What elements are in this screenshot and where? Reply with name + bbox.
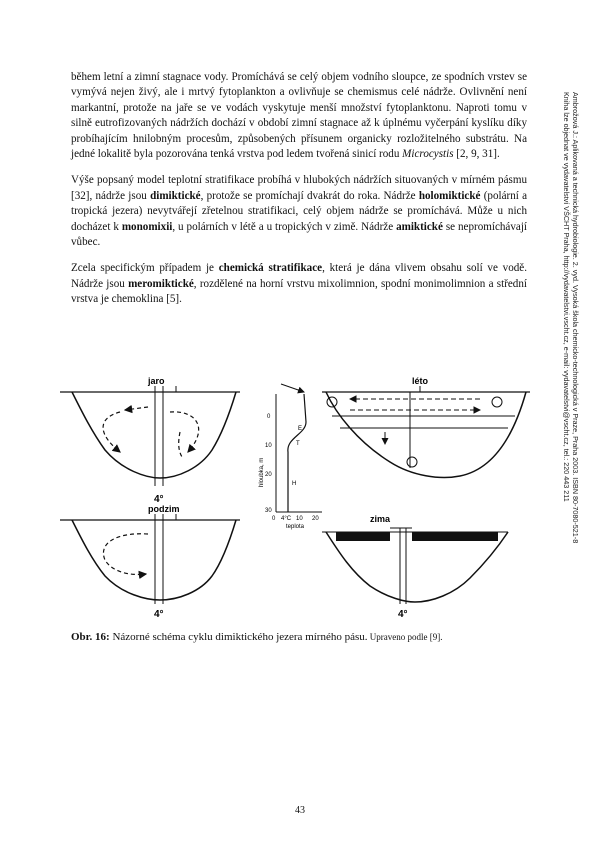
basin-outline — [326, 532, 508, 602]
basin-outline — [326, 392, 526, 477]
temperature-profile-inset — [259, 384, 322, 530]
bold-term: chemická stratifikace — [218, 262, 323, 275]
side-credit-line: Kniha lze objednat ve vydavatelství VŠCHT Praha, http://vydavatelstvi.vscht.cz, e-mail: vydavatelstvi@vscht.cz, tel.: 220 443 211 — [562, 92, 571, 502]
text-run: Zcela specifickým případem je — [71, 262, 219, 275]
figure-drawing — [60, 372, 540, 620]
layer-hypolimnion: H — [292, 481, 297, 487]
text-run: , rozdělené na horní vrstvu mixolimnion, spodní monimolimnion a střední vrstva je chemoklina [5]. — [71, 277, 527, 306]
side-credit — [562, 92, 580, 543]
paragraph — [71, 173, 527, 250]
inset-x-tick: 0 — [272, 516, 276, 522]
temperature-label: 4° — [154, 494, 164, 505]
inset-y-tick: 10 — [265, 443, 272, 449]
text-run: [2, 9, 31]. — [453, 148, 500, 161]
panel-summer — [322, 376, 530, 477]
text-run: , protože se promíchají dvakrát do roka. Nádrže — [200, 189, 419, 202]
basin-outline — [72, 520, 236, 600]
ice-layer — [412, 532, 498, 541]
figure-caption — [71, 630, 541, 644]
bold-term: holomiktické — [418, 189, 481, 202]
paragraph — [71, 261, 527, 307]
basin-outline — [72, 392, 236, 478]
paragraph — [71, 70, 527, 162]
inset-x-tick: 4°C — [281, 516, 292, 522]
caption-text: Názorné schéma cyklu dimiktického jezera mírného pásu. — [109, 631, 368, 643]
temperature-label: 4° — [398, 609, 408, 620]
ice-layer — [336, 532, 390, 541]
circulation-arrow — [103, 412, 120, 452]
bold-term: monomixii — [121, 220, 173, 233]
body-text — [71, 70, 527, 319]
bold-term: meromiktické — [128, 277, 194, 290]
caption-source: Upraveno podle [9]. — [367, 632, 443, 642]
particle — [407, 457, 417, 467]
side-credit-line: Ambrožová J.: Aplikovaná a technická hydrobiologie. 2. vyd. Vysoká škola chemicko-technologická v Praze, Praha 2003. ISBN 80-7080-521-8 — [571, 92, 580, 544]
inset-y-tick: 20 — [265, 472, 272, 478]
bold-term: amiktické — [396, 220, 443, 233]
bold-term: dimiktické — [150, 189, 201, 202]
panel-autumn — [60, 504, 240, 620]
text-run: se nepromíchávají vůbec. — [71, 220, 527, 249]
spring-label: jaro — [148, 376, 165, 386]
particle — [492, 397, 502, 407]
inset-x-tick: 20 — [312, 516, 319, 522]
temperature-curve — [288, 394, 306, 512]
text-run: Výše popsaný model teplotní stratifikace probíhá v hlubokých nádržích situovaných v mírném pásmu [32], nádrže jsou — [71, 174, 527, 202]
winter-label: zima — [370, 514, 391, 524]
caption-label: Obr. 16: — [71, 631, 110, 643]
inset-x-label: teplota — [286, 524, 305, 530]
circulation-arrow — [125, 407, 148, 410]
layer-epilimnion: E — [298, 426, 303, 432]
particle — [327, 397, 337, 407]
inset-x-tick: 10 — [296, 516, 303, 522]
circulation-arrow — [103, 534, 148, 575]
text-run: během letní a zimní stagnace vody. Promíchává se celý objem vodního sloupce, ze spodních vrstev se vymývá nejen živý, ale i mrtvý fytoplankton a ovlivňuje se chemismus celé nádrže. Ovlivnění není markantní, protože na jaře se ve vodách vyskytuje menší množství fytoplanktonu. Naproti tomu v silně eutrofizovaných nádržích dochází v období zimní stagnace až k úplnému vyčerpání kyslíku díky probíhajícím hnilobným procesům, způsobených přísunem organicky rozložitelného substrátu. Na jedné lokalitě byla pozorována tenká vrstva pod ledem tvořená sinicí rodu — [71, 71, 527, 161]
circulation-arrow — [170, 412, 199, 452]
figure-dimictic-cycle — [60, 372, 540, 620]
text-run: , u polárních v létě a u tropických v zimě. Nádrže — [172, 220, 397, 233]
layer-thermocline: T — [296, 441, 300, 447]
panel-spring — [60, 376, 240, 505]
panel-winter — [322, 514, 508, 620]
autumn-label: podzim — [148, 504, 180, 514]
inset-y-tick: 0 — [267, 414, 271, 420]
inset-y-tick: 30 — [265, 508, 272, 514]
page-number: 43 — [295, 805, 305, 816]
text-run: (polární a tropická jezera) nevytvářejí zřetelnou stratifikaci, celý objem nádrže se promíchává. Může u nich docházet k — [71, 189, 527, 233]
summer-label: léto — [412, 376, 429, 386]
italic-term: Microcystis — [402, 148, 454, 161]
temperature-label: 4° — [154, 609, 164, 620]
inset-y-label: hloubka, m — [259, 457, 265, 487]
text-run: , která je dána vlivem obsahu solí ve vodě. Nádrže jsou — [71, 262, 527, 290]
